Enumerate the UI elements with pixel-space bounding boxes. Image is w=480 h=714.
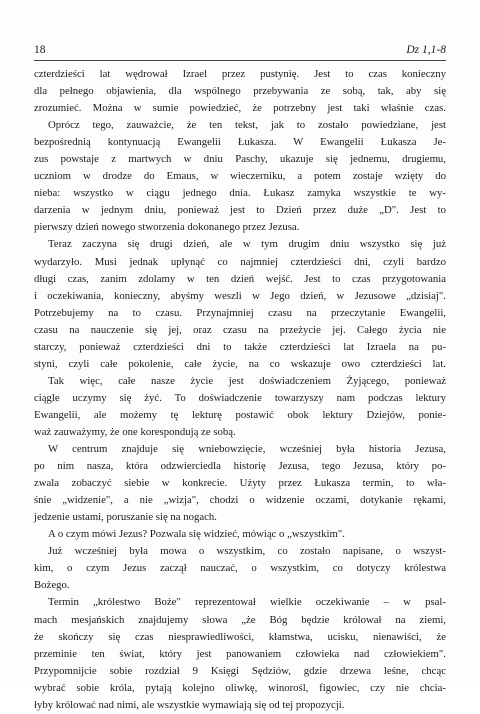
text-line: przeminie ten świat, który jest panowaniem człowieka nad człowiekiem". [34, 647, 446, 660]
text-line: Bożego. [34, 579, 70, 592]
text-line: uczniom w drodze do Emaus, w wieczerniku, a potem zostaje wzięty do [34, 170, 446, 183]
text-line: Oprócz tego, zauważcie, że ten tekst, jak to zostało powiedziane, jest [48, 119, 446, 132]
text-line: jedzenie ustami, poruszanie się na nogach. [34, 511, 217, 524]
text-line: darzenia w jednym dniu, ponieważ jest to Dzień przez duże „D". Jest to [34, 204, 446, 217]
text-line: po nim nasza, która odzwierciedla historię Jezusa, tego Jezusa, który po- [34, 460, 446, 473]
text-line: pierwszy dzień nowego stworzenia dokonanego przez Jezusa. [34, 221, 300, 234]
text-line: dla pełnego objawienia, dla wspólnego przebywania ze sobą, tak, aby się [34, 85, 446, 98]
text-line: łyby królować nad nimi, ale wszystkie wymawiają się od tej propozycji. [34, 698, 345, 711]
text-line: czasu na nauczenie się jej, oraz czasu na przeżycie jej. Całego życia nie [34, 323, 446, 336]
text-line: Termin „królestwo Boże" reprezentował wielkie oczekiwanie – w psal- [48, 596, 446, 609]
text-line: Ewangelii, ale możemy tę lekturę postawić obok lektury Dziejów, ponie- [34, 408, 446, 421]
text-line: mach mesjańskich znajdujemy słowa „że Bóg będzie królował na ziemi, [34, 613, 446, 626]
text-line: ciągle uczymy się żyć. To doświadczenie towarzyszy nam podczas lektury [34, 391, 446, 404]
text-line: A o czym mówi Jezus? Pozwala się widzieć, mówiąc o „wszystkim". [48, 528, 345, 541]
text-line: wydarzyło. Musi jednak upłynąć co najmniej czterdzieści dni, czyli bardzo [34, 255, 446, 268]
text-line: W centrum znajduje się wniebowzięcie, wcześniej była historia Jezusa, [48, 443, 446, 456]
page-number: 18 [34, 44, 46, 56]
text-line: waż zauważymy, że one korespondują ze sobą. [34, 425, 236, 438]
body-text [34, 66, 446, 714]
text-line: nieba: wszystko w ciągu jednego dnia. Łukasz zamyka wszystkie te wy- [34, 187, 446, 200]
text-line: zus powstaje z martwych w dniu Paschy, ukazuje się jednemu, drugiemu, [34, 153, 446, 166]
running-header [34, 44, 446, 61]
text-line: Przypomnijcie sobie rozdział 9 Księgi Sędziów, gdzie drzewa leśne, chcąc [34, 664, 446, 677]
text-line: bezpośrednią kontynuacją Ewangelii Łukasza. W Ewangelii Łukasza Je- [34, 136, 446, 149]
text-line: czterdzieści lat wędrował Izrael przez pustynię. Jest to czas konieczny [34, 68, 446, 80]
text-line: styni, czyli całe pokolenie, całe życie, na co wskazuje owo czterdzieści lat. [34, 357, 446, 370]
text-line: długi czas, zanim zdolamy w ten dzień wejść. Jest to czas przygotowania [34, 272, 446, 285]
text-line: wybrać sobie króla, pytają kolejno oliwkę, winorośl, figowiec, czy nie chcia- [34, 681, 446, 694]
text-line: zwala zobaczyć siebie w konkrecie. Użyty przez Łukasza termin, to wła- [34, 477, 446, 490]
text-line: Potrzebujemy na to czasu. Przynajmniej czasu na przeczytanie Ewangelii, [34, 306, 446, 319]
text-line: śnie „widzenie", a nie „wizja", chodzi o widzenie oczami, dotykanie rękami, [34, 494, 446, 507]
text-line: Już wcześniej była mowa o wszystkim, co zostało napisane, o wszyst- [48, 545, 446, 558]
text-line: zrozumieć. Można w sumie powiedzieć, że potrzebny jest taki właśnie czas. [34, 102, 446, 115]
text-line: Teraz zaczyna się drugi dzień, ale w tym drugim dniu wszystko się już [48, 238, 446, 251]
text-line: Tak więc, całe nasze życie jest doświadczeniem Żyjącego, ponieważ [48, 374, 446, 387]
chapter-reference: Dz 1,1-8 [406, 44, 446, 56]
text-line: i oczekiwania, konieczny, abyśmy weszli w Jego dzień, w Jezusowe „dzisiaj". [34, 289, 446, 302]
text-line: kim, o czym Jezus zaczął nauczać, o wszystkim, co dotyczy królestwa [34, 562, 446, 575]
text-line: starczy, ponieważ czterdzieści dni to także czterdzieści lat Izraela na pu- [34, 340, 446, 353]
text-line: że skończy się czas niesprawiedliwości, kłamstwa, ucisku, nienawiści, że [34, 630, 446, 643]
